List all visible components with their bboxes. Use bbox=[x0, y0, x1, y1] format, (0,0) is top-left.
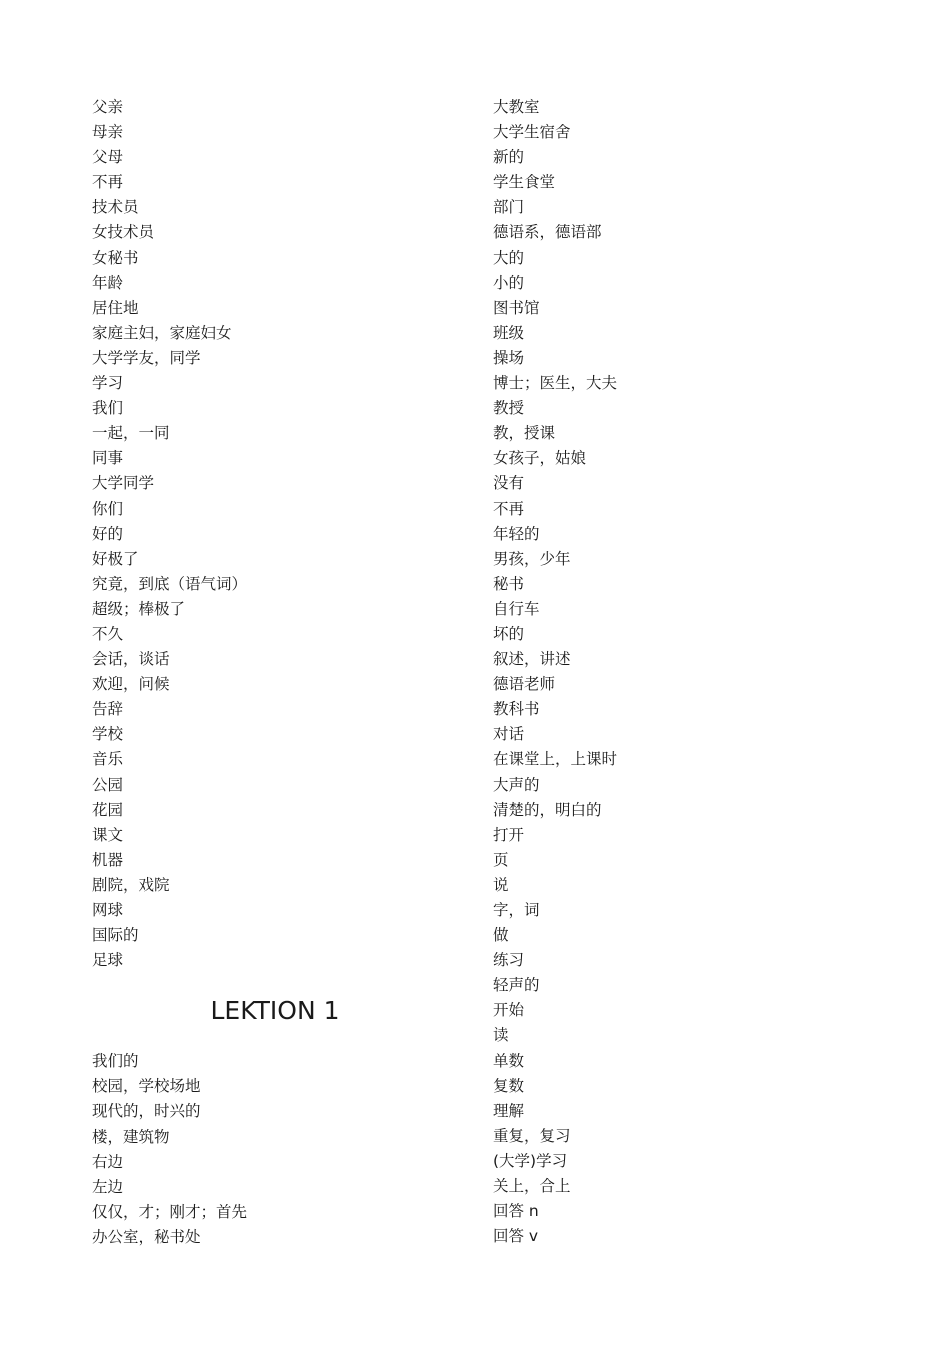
vocab-entry: 秘书 bbox=[493, 574, 525, 593]
vocab-entry: 告辞 bbox=[92, 700, 124, 719]
vocab-entry: 重复，复习 bbox=[493, 1126, 571, 1145]
vocab-entry: 父母 bbox=[92, 148, 124, 167]
vocab-entry: 剧院，戏院 bbox=[92, 875, 170, 894]
vocab-entry: 办公室，秘书处 bbox=[92, 1227, 201, 1246]
vocab-entry: 没有 bbox=[493, 474, 525, 493]
vocab-entry: 会话，谈话 bbox=[92, 650, 170, 669]
vocab-entry: 博士；医生，大夫 bbox=[493, 374, 618, 393]
vocab-entry: 复数 bbox=[493, 1076, 525, 1095]
vocab-entry: 部门 bbox=[493, 198, 525, 217]
section-heading: LEKTION 1 bbox=[210, 996, 340, 1026]
vocab-entry: 好的 bbox=[92, 524, 124, 543]
vocab-entry: 居住地 bbox=[92, 298, 139, 317]
vocab-entry: 楼，建筑物 bbox=[92, 1127, 170, 1146]
vocab-entry: 花园 bbox=[92, 800, 124, 819]
vocab-entry: 页 bbox=[493, 850, 509, 869]
vocab-entry: 打开 bbox=[493, 825, 525, 844]
vocab-entry: 你们 bbox=[92, 499, 124, 518]
vocab-entry: 新的 bbox=[493, 148, 525, 167]
vocab-entry: 一起，一同 bbox=[92, 424, 170, 443]
vocab-entry: 好极了 bbox=[92, 549, 139, 568]
vocab-entry: 母亲 bbox=[92, 123, 124, 142]
vocab-entry: 年龄 bbox=[92, 273, 124, 292]
vocab-entry: (大学)学习 bbox=[493, 1151, 568, 1170]
vocab-entry: 机器 bbox=[92, 850, 124, 869]
vocab-list-right bbox=[493, 95, 873, 1249]
vocab-entry: 教科书 bbox=[493, 700, 540, 719]
vocab-entry: 技术员 bbox=[92, 198, 139, 217]
vocab-entry: 校园，学校场地 bbox=[92, 1077, 201, 1096]
vocab-entry: 父亲 bbox=[92, 98, 124, 116]
vocab-entry: 大教室 bbox=[493, 98, 540, 116]
vocab-entry: 做 bbox=[493, 926, 509, 945]
vocab-entry: 公园 bbox=[92, 775, 124, 794]
vocab-list-group-1 bbox=[92, 95, 452, 973]
vocab-entry: 网球 bbox=[92, 901, 124, 919]
vocab-entry: 不再 bbox=[493, 499, 525, 518]
vocab-list-group-2 bbox=[92, 1049, 452, 1250]
vocab-entry: 我们的 bbox=[92, 1052, 139, 1071]
vocab-entry: 男孩，少年 bbox=[493, 549, 571, 568]
vocab-entry: 德语老师 bbox=[493, 675, 556, 694]
vocab-entry: 教，授课 bbox=[493, 424, 556, 443]
vocab-entry: 大的 bbox=[493, 248, 525, 267]
vocab-entry: 轻声的 bbox=[493, 976, 540, 995]
vocab-entry: 教授 bbox=[493, 399, 525, 418]
vocab-entry: 现代的，时兴的 bbox=[92, 1102, 201, 1121]
vocab-entry: 学校 bbox=[92, 725, 124, 744]
vocab-entry: 家庭主妇，家庭妇女 bbox=[92, 323, 232, 342]
vocab-entry: 学习 bbox=[92, 374, 124, 393]
vocab-entry: 音乐 bbox=[92, 750, 124, 769]
vocab-entry: 右边 bbox=[92, 1152, 124, 1171]
vocab-entry: 回答 n bbox=[493, 1202, 539, 1221]
vocab-entry: 左边 bbox=[92, 1177, 124, 1196]
left-column bbox=[92, 95, 452, 1250]
vocab-entry: 大学同学 bbox=[92, 474, 155, 493]
vocab-entry: 图书馆 bbox=[493, 298, 540, 317]
vocab-entry: 不久 bbox=[92, 624, 124, 643]
vocab-entry: 理解 bbox=[493, 1101, 525, 1120]
vocab-entry: 国际的 bbox=[92, 926, 139, 945]
vocab-entry: 坏的 bbox=[493, 624, 525, 643]
vocab-entry: 单数 bbox=[493, 1051, 525, 1070]
vocab-entry: 足球 bbox=[92, 951, 124, 970]
vocab-entry: 究竟，到底（语气词） bbox=[92, 574, 248, 593]
vocab-entry: 同事 bbox=[92, 449, 124, 468]
vocab-entry: 不再 bbox=[92, 173, 124, 192]
vocab-entry: 练习 bbox=[493, 951, 525, 970]
vocab-entry: 课文 bbox=[92, 825, 124, 844]
vocab-entry: 清楚的，明白的 bbox=[493, 800, 602, 819]
vocab-entry: 自行车 bbox=[493, 599, 540, 618]
vocab-entry: 读 bbox=[493, 1026, 509, 1045]
vocab-entry: 德语系，德语部 bbox=[493, 223, 602, 242]
vocab-entry: 年轻的 bbox=[493, 524, 540, 543]
vocab-entry: 大学学友，同学 bbox=[92, 348, 201, 367]
vocab-entry: 大声的 bbox=[493, 775, 540, 794]
vocab-entry: 女孩子，姑娘 bbox=[493, 449, 587, 468]
vocab-entry: 女秘书 bbox=[92, 248, 139, 267]
vocab-entry: 在课堂上，上课时 bbox=[493, 750, 618, 769]
vocab-entry: 班级 bbox=[493, 323, 525, 342]
vocab-entry: 关上，合上 bbox=[493, 1177, 571, 1196]
vocab-entry: 超级；棒极了 bbox=[92, 599, 186, 618]
right-column bbox=[493, 95, 873, 1249]
vocab-entry: 操场 bbox=[493, 348, 525, 367]
vocab-entry: 说 bbox=[493, 875, 509, 894]
vocab-entry: 叙述，讲述 bbox=[493, 650, 571, 669]
vocab-entry: 女技术员 bbox=[92, 223, 155, 242]
vocab-entry: 对话 bbox=[493, 725, 525, 744]
vocab-entry: 字，词 bbox=[493, 901, 540, 919]
vocab-entry: 我们 bbox=[92, 399, 124, 418]
vocab-entry: 小的 bbox=[493, 273, 525, 292]
vocab-entry: 回答 v bbox=[493, 1227, 539, 1246]
vocab-entry: 仅仅，才；刚才；首先 bbox=[92, 1202, 248, 1221]
vocab-entry: 开始 bbox=[493, 1001, 525, 1020]
vocab-entry: 学生食堂 bbox=[493, 173, 556, 192]
vocab-entry: 欢迎，问候 bbox=[92, 675, 170, 694]
vocab-entry: 大学生宿舍 bbox=[493, 123, 571, 142]
